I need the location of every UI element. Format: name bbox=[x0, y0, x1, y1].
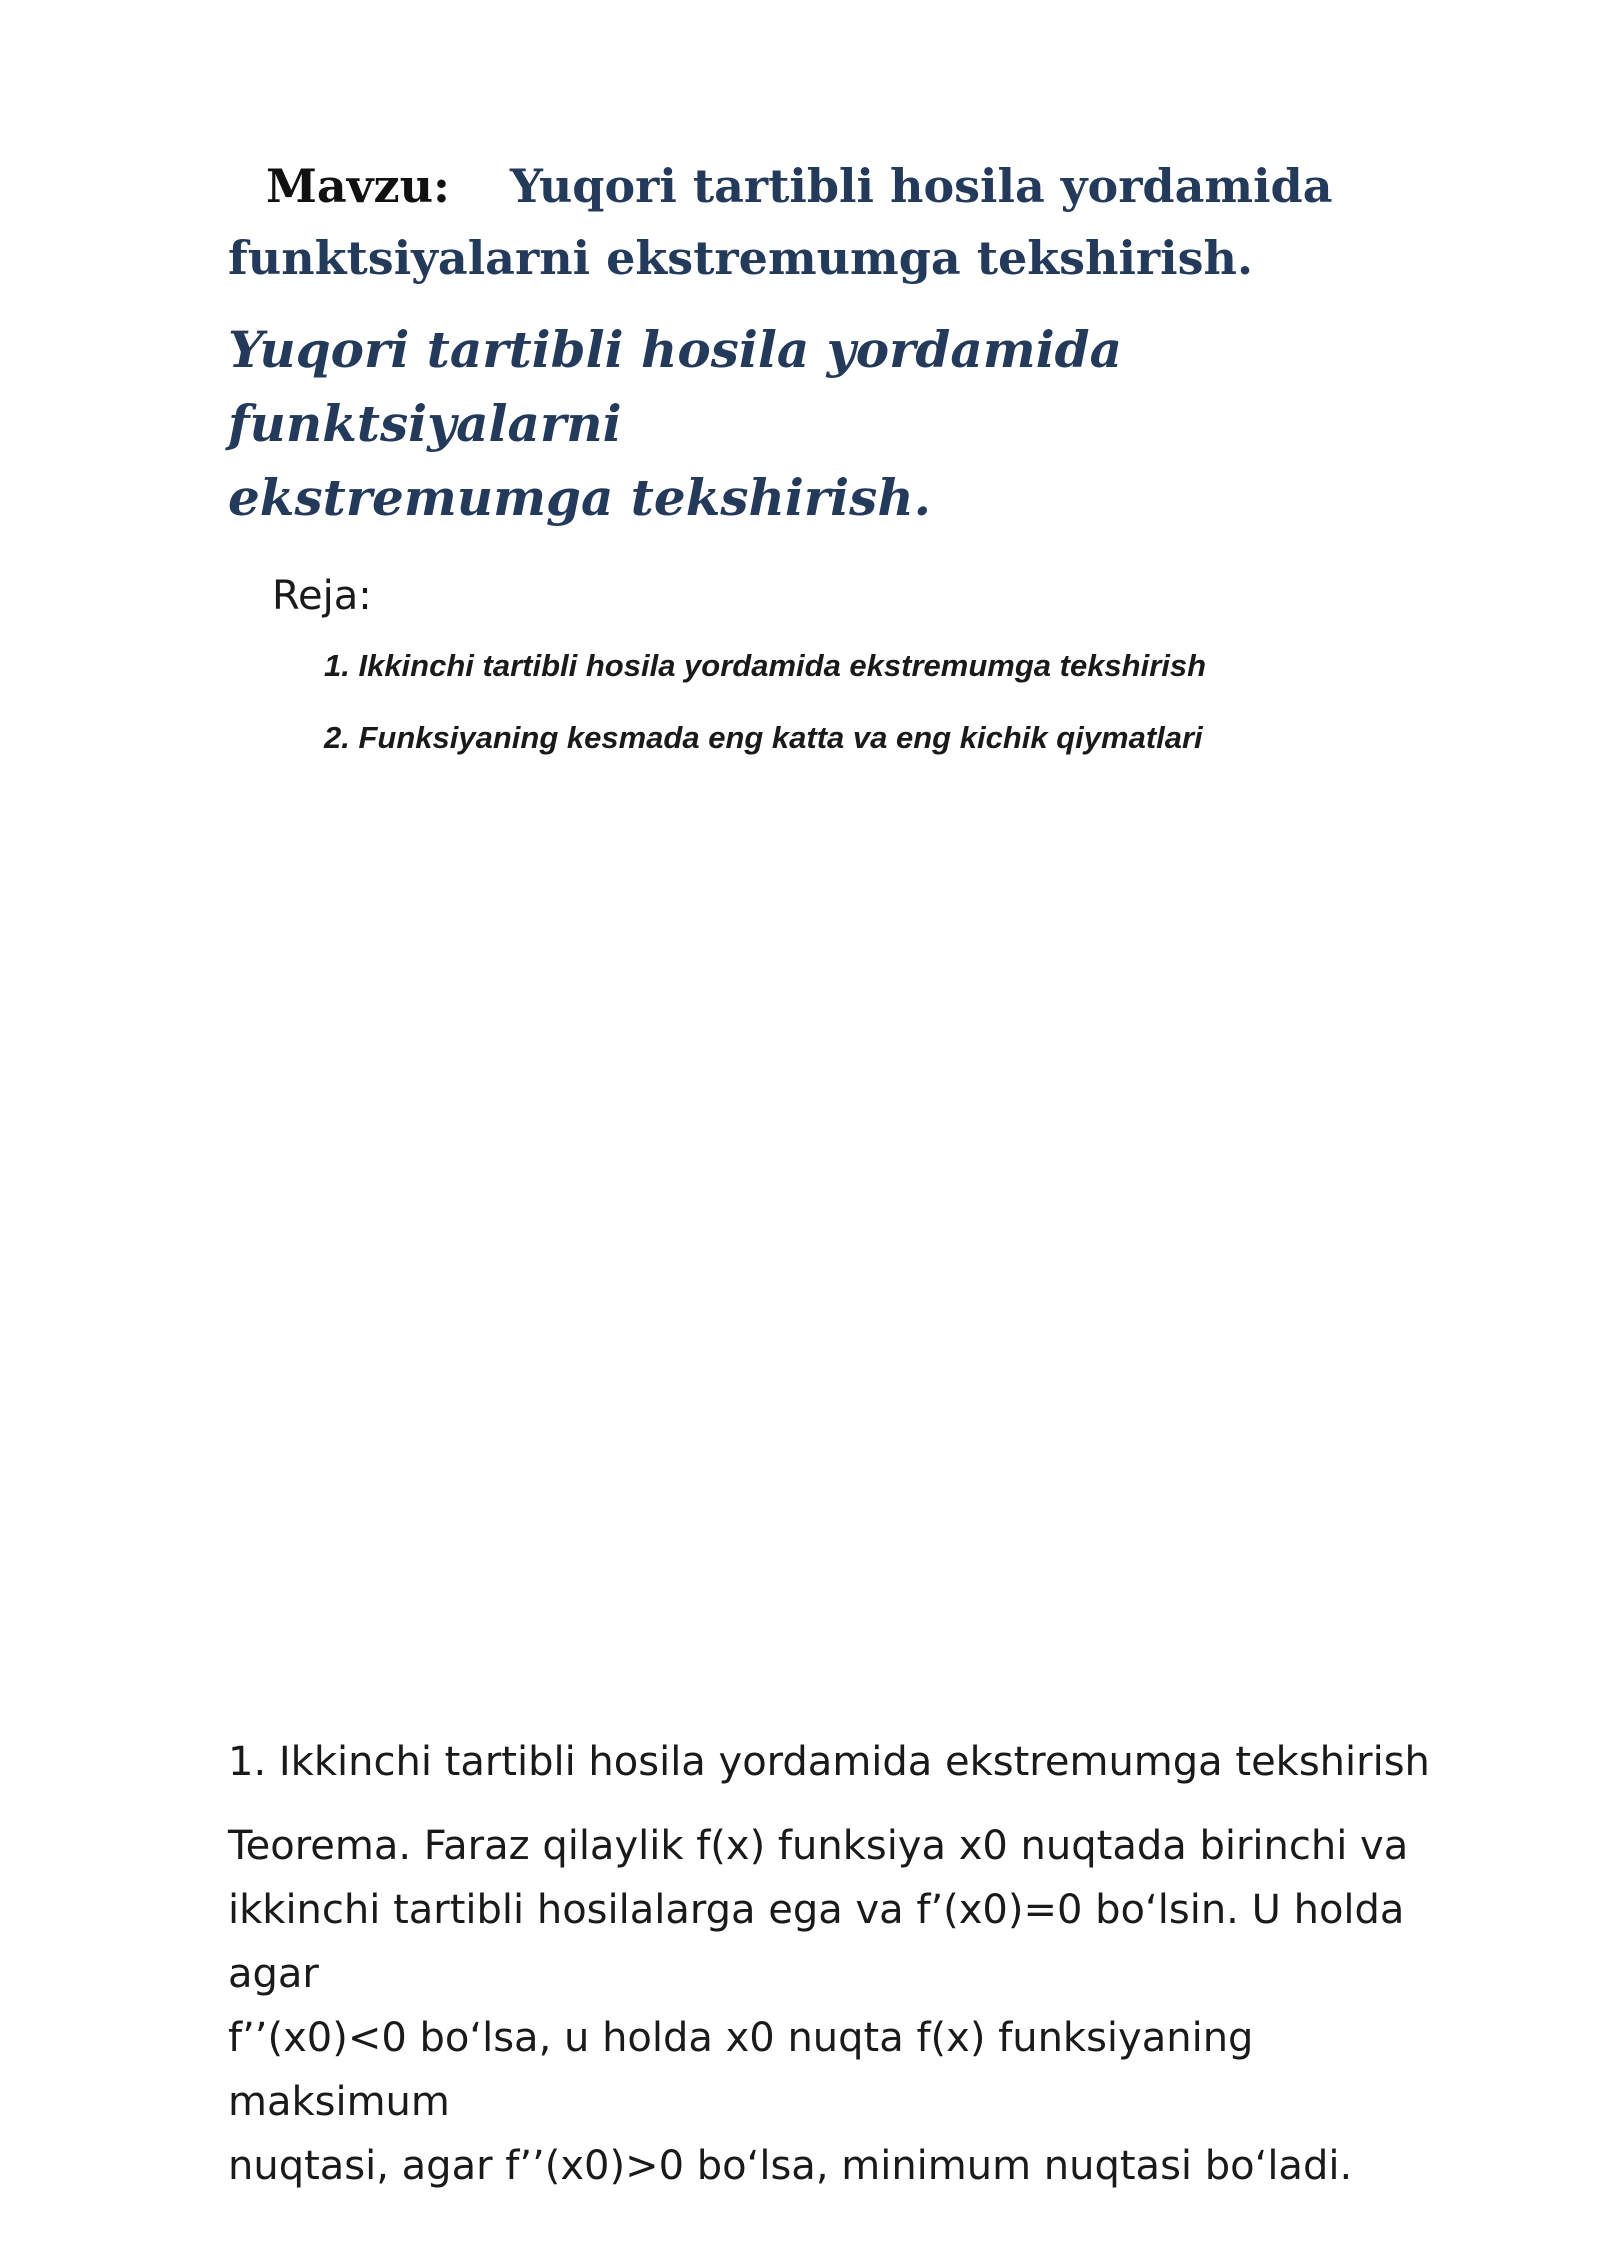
topic-title-line1: Yuqori tartibli hosila yordamida bbox=[510, 159, 1333, 213]
plan-item: 1. Ikkinchi tartibli hosila yordamida ekstremumga tekshirish bbox=[324, 648, 1207, 683]
topic-prefix: Mavzu: bbox=[266, 159, 450, 213]
plan-label: Reja: bbox=[272, 573, 372, 619]
paragraph-line: ikkinchi tartibli hosilalarga ega va f’(x0)=0 bo‘lsin. U holda agar bbox=[228, 1887, 1405, 1997]
section-heading: 1. Ikkinchi tartibli hosila yordamida ekstremumga tekshirish bbox=[228, 1739, 1430, 1785]
topic-title bbox=[228, 150, 1488, 294]
topic-subtitle bbox=[228, 313, 1488, 535]
paragraph-line: nuqtasi, agar f’’(x0)>0 bo‘lsa, minimum nuqtasi bo‘ladi. bbox=[228, 2143, 1353, 2189]
topic-title-line2: funktsiyalarni ekstremumga tekshirish. bbox=[228, 231, 1253, 285]
paragraph-line: Teorema. Faraz qilaylik f(x) funksiya x0 nuqtada birinchi va bbox=[228, 1823, 1409, 1869]
plan-item: 2. Funksiyaning kesmada eng katta va eng kichik qiymatlari bbox=[324, 720, 1203, 755]
subtitle-line1: Yuqori tartibli hosila yordamida funktsiyalarni bbox=[228, 320, 1123, 453]
plan-list bbox=[324, 648, 1206, 792]
subtitle-line2: ekstremumga tekshirish. bbox=[228, 468, 932, 527]
theorem-paragraph bbox=[228, 1814, 1488, 2198]
paragraph-line: f’’(x0)<0 bo‘lsa, u holda x0 nuqta f(x) funksiyaning maksimum bbox=[228, 2015, 1254, 2125]
